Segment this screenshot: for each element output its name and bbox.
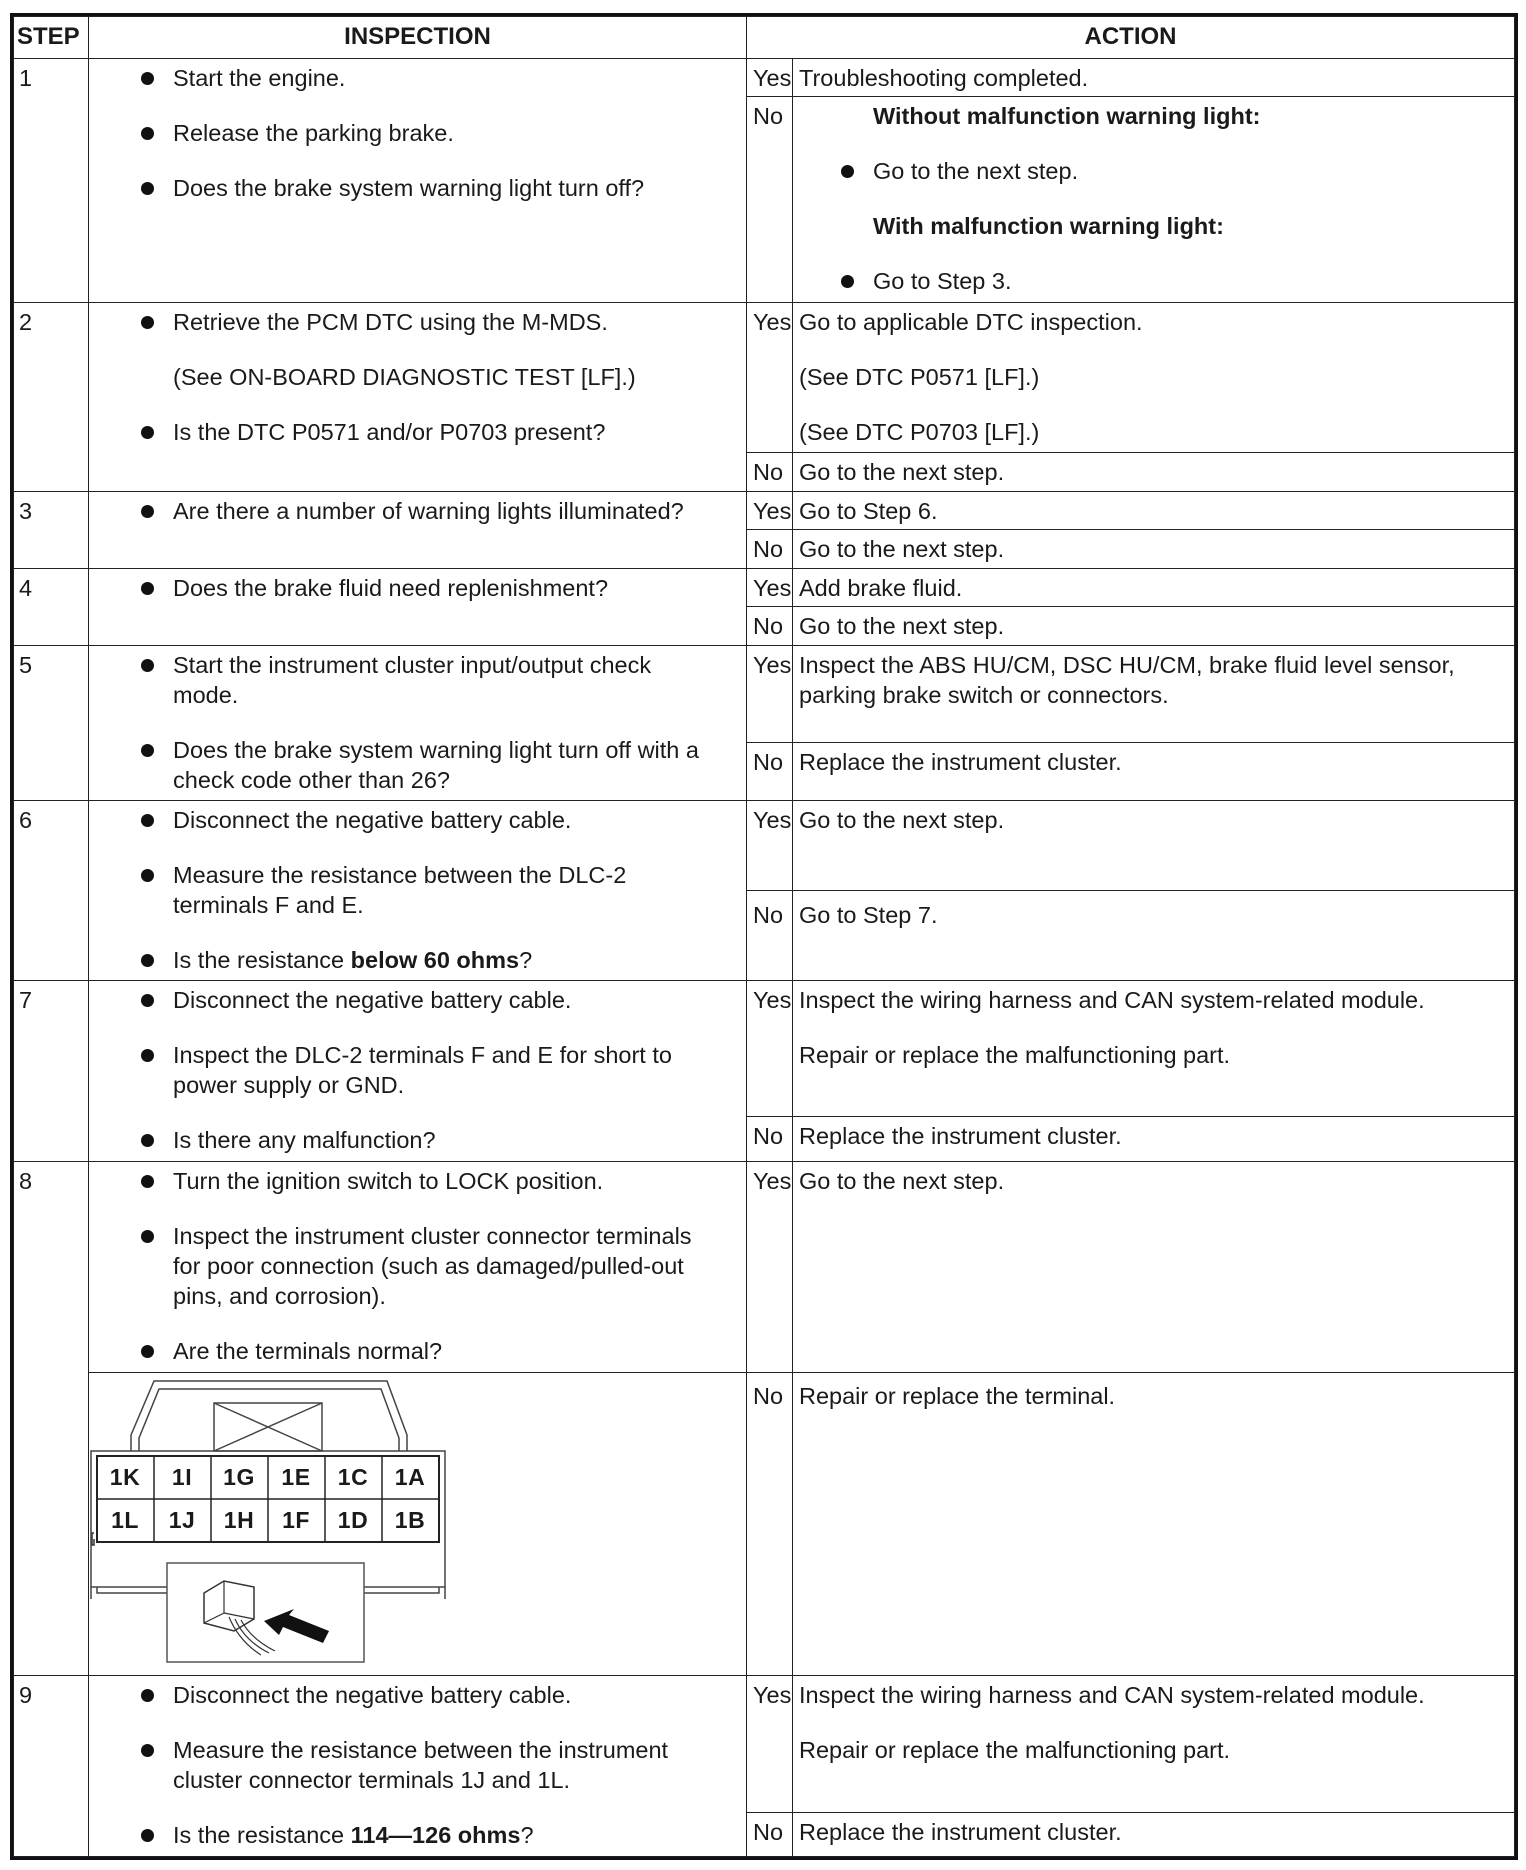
step-2-yes-row (14, 303, 1515, 453)
no-action-bullet: Go to the next step. (873, 156, 1509, 186)
step-5-yes-row (14, 645, 1515, 742)
table-header-row (14, 17, 1515, 59)
no-label: No (747, 97, 793, 303)
inspection-item: Start the instrument cluster input/output check mode. (173, 650, 740, 710)
yes-label: Yes (747, 303, 793, 453)
inspection-item: Is there any malfunction? (173, 1125, 740, 1155)
question-text: Is the resistance (173, 1822, 351, 1849)
step-8-yes-row (14, 1162, 1515, 1373)
connector-pin: 1F (282, 1506, 310, 1533)
step-number: 5 (14, 645, 89, 800)
inspection-item: Are the terminals normal? (173, 1336, 740, 1366)
step-6-inspection (89, 800, 747, 981)
inspection-item (173, 307, 740, 392)
connector-pin: 1I (171, 1463, 193, 1490)
connector-pin: 1K (109, 1463, 141, 1490)
step-4-inspection (89, 568, 747, 645)
no-action-bullet: Go to Step 3. (873, 266, 1509, 296)
yes-label: Yes (747, 645, 793, 742)
no-label: No (747, 1372, 793, 1675)
yes-action-line: Repair or replace the malfunctioning part. (799, 1737, 1231, 1764)
connector-pin: 1J (168, 1506, 196, 1533)
connector-pin: 1B (394, 1506, 426, 1533)
no-action: Go to the next step. (793, 530, 1515, 569)
no-label: No (747, 453, 793, 492)
step-number: 4 (14, 568, 89, 645)
step-4-yes-row (14, 568, 1515, 607)
inspection-item: Release the parking brake. (173, 118, 740, 148)
yes-action: Go to the next step. (793, 1162, 1515, 1373)
step-2-inspection (89, 303, 747, 492)
step-7-inspection (89, 981, 747, 1162)
step-1-yes-row (14, 58, 1515, 97)
step-column-header: STEP (14, 17, 89, 59)
step-9-inspection (89, 1676, 747, 1857)
connector-pin: 1D (337, 1506, 369, 1533)
inspection-reference: (See ON-BOARD DIAGNOSTIC TEST [LF].) (173, 364, 636, 391)
no-label: No (747, 530, 793, 569)
step-3-inspection (89, 491, 747, 568)
connector-diagram (89, 1373, 746, 1663)
step-1-inspection (89, 58, 747, 302)
yes-action: Troubleshooting completed. (793, 58, 1515, 97)
inspection-item: Measure the resistance between the DLC-2 terminals F and E. (173, 860, 740, 920)
yes-action-line: Inspect the wiring harness and CAN system-related module. (799, 1682, 1425, 1709)
yes-label: Yes (747, 981, 793, 1117)
question-text: Is the resistance (173, 946, 351, 973)
yes-label: Yes (747, 568, 793, 607)
step-number: 7 (14, 981, 89, 1162)
yes-action (793, 303, 1515, 453)
yes-action: Add brake fluid. (793, 568, 1515, 607)
step-5-inspection (89, 645, 747, 800)
step-number: 1 (14, 58, 89, 302)
step-number: 9 (14, 1676, 89, 1857)
yes-action-line: (See DTC P0703 [LF].) (799, 419, 1040, 446)
step-8-inspection (89, 1162, 747, 1373)
no-action: Go to the next step. (793, 607, 1515, 646)
question-criterion: 114—126 ohms (350, 1822, 521, 1849)
step-6-yes-row (14, 800, 1515, 890)
connector-pin: 1H (223, 1506, 255, 1533)
inspection-item: Inspect the DLC-2 terminals F and E for short to power supply or GND. (173, 1040, 740, 1100)
question-mark: ? (519, 946, 533, 973)
yes-label: Yes (747, 1676, 793, 1812)
step-7-yes-row (14, 981, 1515, 1117)
yes-label: Yes (747, 58, 793, 97)
connector-pin: 1G (223, 1463, 255, 1490)
inspection-item (173, 1820, 740, 1850)
no-action-heading: With malfunction warning light: (873, 213, 1224, 240)
inspection-column-header: INSPECTION (89, 17, 747, 59)
no-label: No (747, 1117, 793, 1162)
no-label: No (747, 742, 793, 800)
no-action: Replace the instrument cluster. (793, 1812, 1515, 1856)
yes-action-line: (See DTC P0571 [LF].) (799, 364, 1040, 391)
no-action: Go to Step 7. (793, 891, 1515, 981)
inspection-item: Are there a number of warning lights illuminated? (173, 496, 740, 526)
inspection-item: Disconnect the negative battery cable. (173, 1680, 740, 1710)
inspection-item: Measure the resistance between the instrument cluster connector terminals 1J and 1L. (173, 1735, 740, 1795)
step-number: 6 (14, 800, 89, 981)
action-column-header: ACTION (747, 17, 1515, 59)
yes-action-line: Repair or replace the malfunctioning part. (799, 1042, 1231, 1069)
question-criterion: below 60 ohms (350, 946, 520, 973)
yes-action: Inspect the ABS HU/CM, DSC HU/CM, brake fluid level sensor, parking brake switch or connectors. (793, 645, 1515, 742)
no-action: Repair or replace the terminal. (793, 1372, 1515, 1675)
inspection-item: Does the brake fluid need replenishment? (173, 573, 740, 603)
yes-action-line: Inspect the wiring harness and CAN system-related module. (799, 987, 1425, 1014)
step-number: 8 (14, 1162, 89, 1676)
yes-action (793, 1676, 1515, 1812)
connector-pin: 1A (394, 1463, 426, 1490)
yes-action-line: Go to applicable DTC inspection. (799, 309, 1143, 336)
inspection-item (173, 945, 740, 975)
troubleshooting-table (13, 16, 1515, 1857)
yes-label: Yes (747, 800, 793, 890)
yes-label: Yes (747, 491, 793, 530)
yes-action: Go to the next step. (793, 800, 1515, 890)
step-number: 2 (14, 303, 89, 492)
inspection-item: Disconnect the negative battery cable. (173, 985, 740, 1015)
no-label: No (747, 891, 793, 981)
step-3-yes-row (14, 491, 1515, 530)
no-action: Replace the instrument cluster. (793, 742, 1515, 800)
no-action: Go to the next step. (793, 453, 1515, 492)
connector-pin: 1E (281, 1463, 311, 1490)
inspection-item: Does the brake system warning light turn off with a check code other than 26? (173, 735, 740, 795)
inspection-item: Start the engine. (173, 63, 740, 93)
yes-label: Yes (747, 1162, 793, 1373)
connector-diagram-cell (89, 1372, 747, 1675)
step-9-yes-row (14, 1676, 1515, 1812)
inspection-item-text: Retrieve the PCM DTC using the M-MDS. (173, 309, 608, 336)
inspection-item: Does the brake system warning light turn off? (173, 173, 740, 203)
no-label: No (747, 1812, 793, 1856)
no-action: Replace the instrument cluster. (793, 1117, 1515, 1162)
yes-action (793, 981, 1515, 1117)
step-number: 3 (14, 491, 89, 568)
inspection-item: Inspect the instrument cluster connector terminals for poor connection (such as damaged/pulled-out pins, and corrosion). (173, 1221, 740, 1311)
inspection-item: Is the DTC P0571 and/or P0703 present? (173, 417, 740, 447)
yes-action: Go to Step 6. (793, 491, 1515, 530)
troubleshooting-table-frame (10, 13, 1518, 1860)
connector-pin: 1L (111, 1506, 139, 1533)
question-mark: ? (520, 1822, 534, 1849)
inspection-item: Disconnect the negative battery cable. (173, 805, 740, 835)
connector-pin: 1C (337, 1463, 369, 1490)
step-8-no-row (14, 1372, 1515, 1675)
no-action-heading: Without malfunction warning light: (873, 103, 1261, 130)
no-label: No (747, 607, 793, 646)
no-action (793, 97, 1515, 303)
inspection-item: Turn the ignition switch to LOCK position. (173, 1166, 740, 1196)
